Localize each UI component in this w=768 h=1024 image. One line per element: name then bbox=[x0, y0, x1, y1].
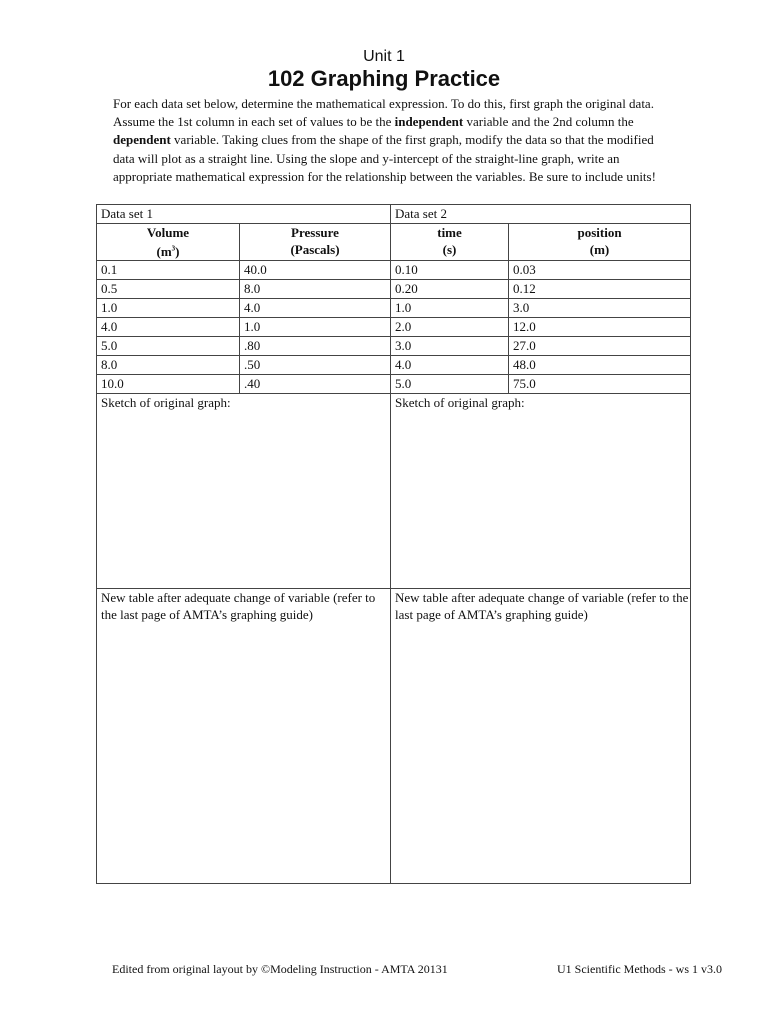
volume-cell: 0.1 bbox=[97, 261, 240, 280]
table-row bbox=[97, 318, 691, 337]
table-row bbox=[97, 299, 691, 318]
time-cell: 4.0 bbox=[391, 356, 509, 375]
pressure-cell: .80 bbox=[240, 337, 391, 356]
sketch-area-set-1[interactable]: Sketch of original graph: bbox=[97, 394, 391, 589]
pressure-column-header bbox=[240, 224, 391, 261]
volume-column-header bbox=[97, 224, 240, 261]
time-cell: 0.10 bbox=[391, 261, 509, 280]
pressure-header-unit: (Pascals) bbox=[290, 242, 340, 257]
data-set-2-label: Data set 2 bbox=[391, 205, 691, 224]
sketch-row bbox=[97, 394, 691, 589]
table-row bbox=[97, 337, 691, 356]
time-header-name: time bbox=[437, 225, 462, 240]
table-row bbox=[97, 261, 691, 280]
time-cell: 3.0 bbox=[391, 337, 509, 356]
position-cell: 48.0 bbox=[509, 356, 691, 375]
volume-header-unit: $(m^3)$ bbox=[156, 244, 180, 260]
pressure-cell: 8.0 bbox=[240, 280, 391, 299]
volume-cell: 10.0 bbox=[97, 375, 240, 394]
new-table-row bbox=[97, 589, 691, 884]
position-cell: 27.0 bbox=[509, 337, 691, 356]
volume-cell: 5.0 bbox=[97, 337, 240, 356]
sketch-area-set-2[interactable]: Sketch of original graph: bbox=[391, 394, 691, 589]
pressure-cell: 1.0 bbox=[240, 318, 391, 337]
instructions-text-2: variable and the 2nd column the bbox=[463, 114, 634, 130]
time-cell: 0.20 bbox=[391, 280, 509, 299]
position-header-name: position bbox=[577, 225, 622, 240]
volume-cell: 8.0 bbox=[97, 356, 240, 375]
time-cell: 1.0 bbox=[391, 299, 509, 318]
footer-version: U1 Scientific Methods - ws 1 v3.0 bbox=[557, 962, 722, 976]
instructions-text-1: For each data set below, determine the mathematical expression. To do this, first graph the original data. Assume the 1st column in each set of values to be the bbox=[113, 96, 654, 130]
time-column-header bbox=[391, 224, 509, 261]
position-header-unit: (m) bbox=[589, 242, 610, 257]
instructions-independent: independent bbox=[394, 114, 464, 130]
instructions-dependent: dependent bbox=[113, 132, 171, 148]
position-column-header bbox=[509, 224, 691, 261]
pressure-cell: .40 bbox=[240, 375, 391, 394]
volume-header-name: Volume bbox=[146, 225, 190, 240]
worksheet-table bbox=[96, 204, 691, 884]
data-set-header-row bbox=[97, 205, 691, 224]
new-table-area-set-1[interactable]: New table after adequate change of variable (refer to the last page of AMTA’s graphing guide) bbox=[97, 589, 391, 884]
table-row bbox=[97, 280, 691, 299]
data-set-1-label: Data set 1 bbox=[97, 205, 391, 224]
instructions-paragraph bbox=[113, 95, 658, 186]
position-cell: 0.12 bbox=[509, 280, 691, 299]
time-cell: 2.0 bbox=[391, 318, 509, 337]
volume-cell: 1.0 bbox=[97, 299, 240, 318]
position-cell: 75.0 bbox=[509, 375, 691, 394]
position-cell: 3.0 bbox=[509, 299, 691, 318]
table-row bbox=[97, 375, 691, 394]
pressure-cell: 4.0 bbox=[240, 299, 391, 318]
column-header-row bbox=[97, 224, 691, 261]
volume-cell: 0.5 bbox=[97, 280, 240, 299]
table-row bbox=[97, 356, 691, 375]
position-cell: 12.0 bbox=[509, 318, 691, 337]
pressure-cell: .50 bbox=[240, 356, 391, 375]
pressure-cell: 40.0 bbox=[240, 261, 391, 280]
new-table-area-set-2[interactable]: New table after adequate change of variable (refer to the last page of AMTA’s graphing guide) bbox=[391, 589, 691, 884]
time-header-unit: (s) bbox=[442, 242, 457, 257]
position-cell: 0.03 bbox=[509, 261, 691, 280]
time-cell: 5.0 bbox=[391, 375, 509, 394]
instructions-text-3: variable. Taking clues from the shape of the first graph, modify the data so that the modified data will plot as a straight line. Using the slope and y-intercept of the straight-line graph, write an appropriate mathematical expression for the relationship between the variables. Be sure to include units! bbox=[113, 132, 656, 184]
volume-cell: 4.0 bbox=[97, 318, 240, 337]
page-title: 102 Graphing Practice bbox=[267, 66, 501, 91]
unit-label: Unit 1 bbox=[363, 48, 405, 65]
footer-credit: Edited from original layout by ©Modeling Instruction - AMTA 20131 bbox=[112, 962, 448, 976]
pressure-header-name: Pressure bbox=[291, 225, 339, 240]
